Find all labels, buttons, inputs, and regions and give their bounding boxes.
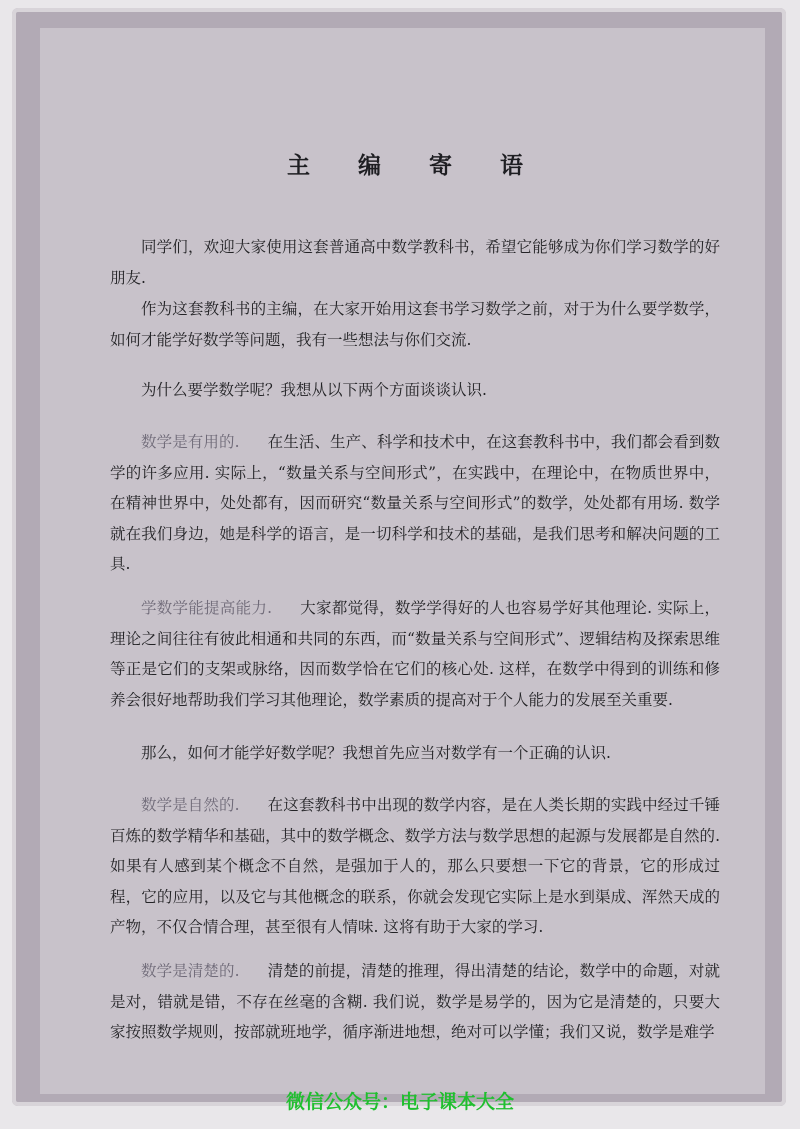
- paragraph: [110, 232, 720, 293]
- paragraph: [110, 738, 720, 769]
- paragraph-text: 作为这套教科书的主编，在大家开始用这套书学习数学之前，对于为什么要学数学，如何才能学好数学等问题，我有一些想法与你们交流.: [110, 300, 720, 349]
- paragraph-text: 在生活、生产、科学和技术中，在这套教科书中，我们都会看到数学的许多应用. 实际上，“数量关系与空间形式”，在实践中，在理论中，在物质世界中，在精神世界中，处处都有，因而研究“数量关系与空间形式”的数学，处处都有用场. 数学就在我们身边，她是科学的语言，是一切科学和技术的基础，是我们思考和解决问题的工具.: [110, 433, 720, 573]
- paragraph: [110, 956, 720, 1048]
- page-title: 主 编 寄 语: [286, 152, 544, 179]
- paragraph-lead: 学数学能提高能力.: [141, 599, 273, 617]
- wechat-watermark: 微信公众号：电子课本大全: [285, 1091, 514, 1113]
- paragraph-lead: 数学是自然的.: [141, 796, 240, 814]
- paragraph-text: 那么，如何才能学好数学呢？我想首先应当对数学有一个正确的认识.: [141, 744, 611, 762]
- paragraph-text: 为什么要学数学呢？我想从以下两个方面谈谈认识.: [141, 381, 487, 399]
- paragraph: [110, 427, 720, 580]
- paragraph: [110, 593, 720, 715]
- paragraph: [110, 294, 720, 355]
- paragraph-lead: 数学是清楚的.: [141, 962, 240, 980]
- paragraph: [110, 375, 720, 406]
- paragraph-text: 在这套教科书中出现的数学内容，是在人类长期的实践中经过千锤百炼的数学精华和基础，其中的数学概念、数学方法与数学思想的起源与发展都是自然的. 如果有人感到某个概念不自然，是强加于人的，那么只要想一下它的背景，它的形成过程，它的应用，以及它与其他概念的联系，你就会发现它实际上是水到渠成、浑然天成的产物，不仅合情合理，甚至很有人情味. 这将有助于大家的学习.: [110, 796, 720, 936]
- paragraph-lead: 数学是有用的.: [141, 433, 240, 451]
- paragraph-text: 大家都觉得，数学学得好的人也容易学好其他理论. 实际上，理论之间往往有彼此相通和共同的东西，而“数量关系与空间形式”、逻辑结构及探索思维等正是它们的支架或脉络，因而数学恰在它们的核心处. 这样，在数学中得到的训练和修养会很好地帮助我们学习其他理论，数学素质的提高对于个人能力的发展至关重要.: [110, 599, 720, 709]
- paragraph-text: 同学们，欢迎大家使用这套普通高中数学教科书，希望它能够成为你们学习数学的好朋友.: [110, 238, 720, 287]
- paragraph-text: 清楚的前提，清楚的推理，得出清楚的结论，数学中的命题，对就是对，错就是错，不存在丝毫的含糊. 我们说，数学是易学的，因为它是清楚的，只要大家按照数学规则，按部就班地学，循序渐进地想，绝对可以学懂；我们又说，数学是难学: [110, 962, 720, 1041]
- paragraph: [110, 790, 720, 943]
